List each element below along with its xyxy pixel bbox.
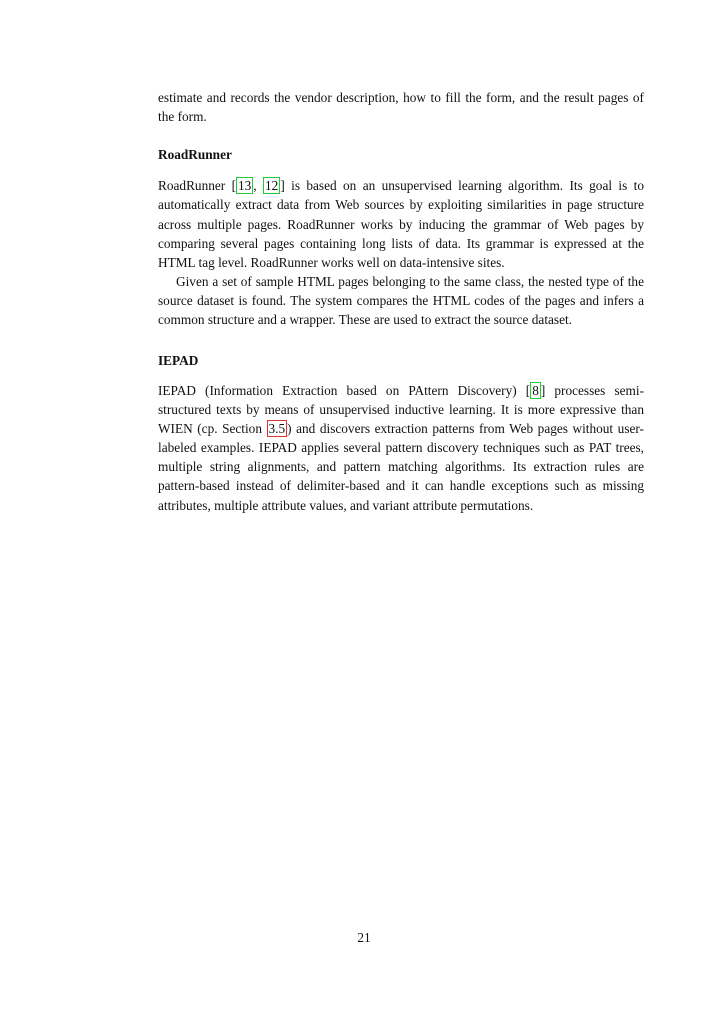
roadrunner-text-before: RoadRunner [158,178,232,194]
section-heading-roadrunner: RoadRunner [158,147,232,163]
intro-paragraph: estimate and records the vendor description, how to fill the form, and the result pages of the form. [158,90,644,125]
section-heading-iepad: IEPAD [158,352,199,368]
roadrunner-paragraph-1 [158,176,644,272]
roadrunner-paragraph-2: Given a set of sample HTML pages belonging to the same class, the nested type of the source dataset is found. The system compares the HTML codes of the pages and infers a common structure and a wrapper. These are used to extract the source dataset. [158,274,644,328]
roadrunner-text-after: is based on an unsupervised learning algorithm. Its goal is to automatically extract data from Web sources by exploiting similarities in page structure across multiple pages. RoadRunner works by inducing the grammar of Web pages by comparing several pages containing long lists of data. Its grammar is expressed at the HTML tag level. RoadRunner works well on data-intensive sites. [158,178,644,270]
citation-link-13[interactable]: 13 [238,178,252,194]
citation-bracket-close: ] [540,382,546,398]
section-reference-link[interactable]: 3.5 [268,420,286,436]
iepad-text-middle: processes semi-structured texts by means of unsupervised inductive learning. It is more expressive than WIEN (cp. Section [158,382,644,436]
citation-separator: , [253,178,264,194]
iepad-text-after: ) and discovers extraction patterns from Web pages without user-labeled examples. IEPAD applies several pattern discovery techniques such as PAT trees, multiple string alignments, and pattern matching algorithms. Its extraction rules are pattern-based instead of delimiter-based and it can handle exceptions such as missing attributes, multiple attribute values, and variant attribute permutations. [158,420,644,513]
citation-bracket-close: ] [280,178,285,194]
page-body [158,88,644,515]
citation-bracket-open: [ [231,178,237,194]
citation-link-12[interactable]: 12 [265,178,279,194]
citation-link-8[interactable]: 8 [532,382,539,398]
iepad-text-before: IEPAD (Information Extraction based on PAttern Discovery) [158,382,526,398]
citation-bracket-open: [ [525,382,531,398]
page-number: 21 [357,930,371,945]
iepad-paragraph-1 [158,381,644,515]
